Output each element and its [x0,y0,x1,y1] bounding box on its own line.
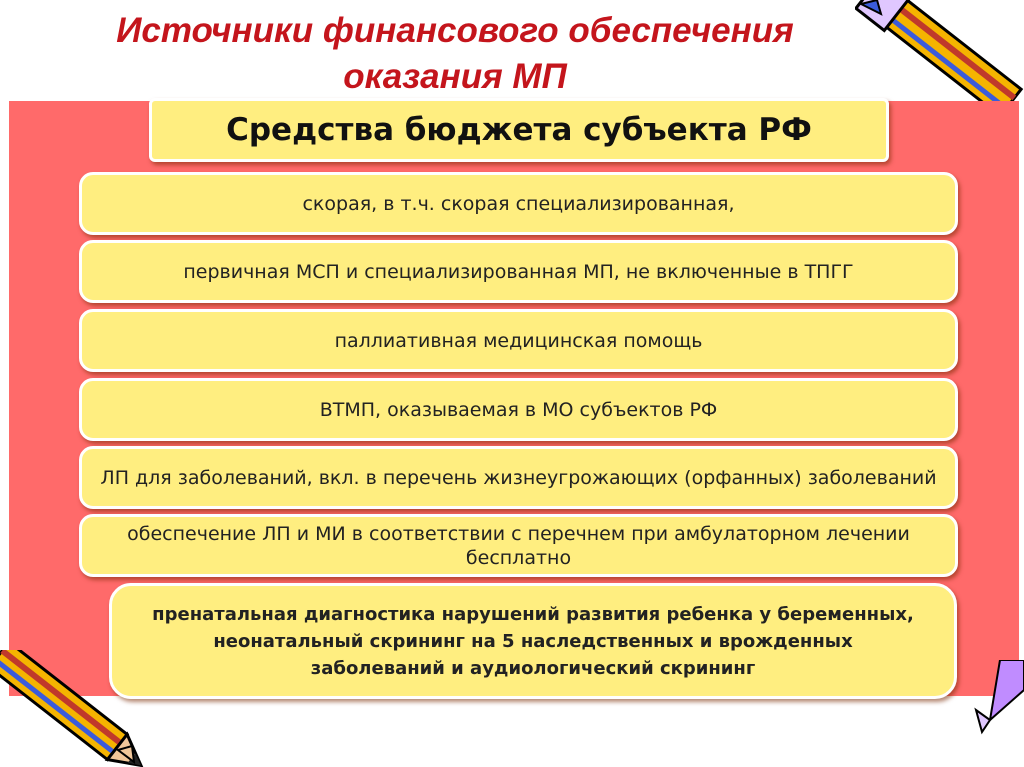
header-box: Средства бюджета субъекта РФ [149,98,889,162]
list-item: первичная МСП и специализированная МП, не включенные в ТПГГ [79,240,958,303]
pencil-icon [855,0,1024,110]
title-line-2: оказания МП [343,57,567,96]
list-item-last: пренатальная диагностика нарушений развития ребенка у беременных, неонатальный скрининг на 5 наследственных и врожденных заболеваний и аудиологический скрининг [109,583,957,699]
list-item: паллиативная медицинская помощь [79,309,958,372]
list-item: ВТМП, оказываемая в МО субъектов РФ [79,378,958,441]
list-item: скорая, в т.ч. скорая специализированная, [79,172,958,235]
list-item: обеспечение ЛП и МИ в соответствии с перечнем при амбулаторном лечении бесплатно [79,514,958,577]
pencil-icon [960,660,1024,767]
page-title [0,8,880,100]
title-line-1: Источники финансового обеспечения [116,11,794,50]
list-item: ЛП для заболеваний, вкл. в перечень жизнеугрожающих (орфанных) заболеваний [79,446,958,509]
